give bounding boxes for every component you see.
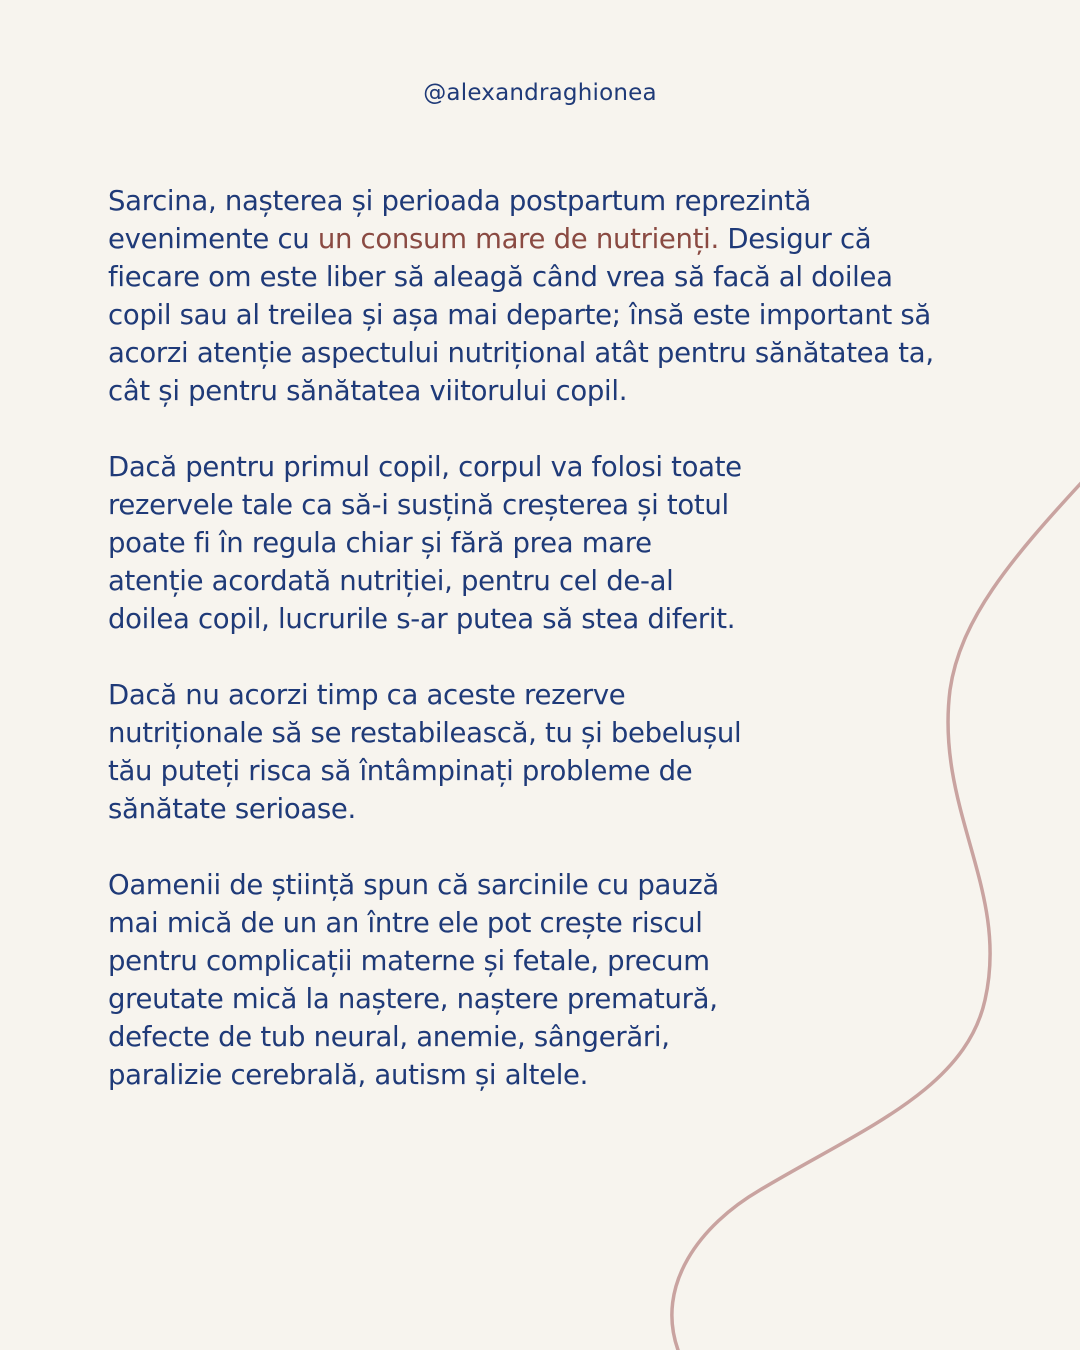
text-segment: Desigur că: [718, 223, 872, 255]
paragraph-2: [108, 448, 968, 638]
text-line: nutriționale să se restabilească, tu și bebelușul: [108, 717, 742, 749]
text-line: tău puteți risca să întâmpinați probleme de: [108, 755, 693, 787]
text-line: rezervele tale ca să-i susțină creșterea și totul: [108, 489, 729, 521]
text-line: fiecare om este liber să aleagă când vrea să facă al doilea: [108, 261, 893, 293]
text-segment: evenimente cu: [108, 223, 318, 255]
article-body: [108, 182, 968, 1132]
paragraph-1: [108, 182, 968, 410]
text-line: atenție acordată nutriției, pentru cel de-al: [108, 565, 674, 597]
text-line: Dacă nu acorzi timp ca aceste rezerve: [108, 679, 626, 711]
text-line: Dacă pentru primul copil, corpul va folosi toate: [108, 451, 742, 483]
text-line: greutate mică la naștere, naștere prematură,: [108, 983, 718, 1015]
text-line: poate fi în regula chiar și fără prea mare: [108, 527, 652, 559]
text-line: Sarcina, nașterea și perioada postpartum reprezintă: [108, 185, 812, 217]
text-line: defecte de tub neural, anemie, sângerări,: [108, 1021, 670, 1053]
text-line: mai mică de un an între ele pot crește riscul: [108, 907, 703, 939]
account-handle: @alexandraghionea: [423, 80, 657, 106]
text-line: cât și pentru sănătatea viitorului copil.: [108, 375, 628, 407]
text-line: pentru complicații materne și fetale, precum: [108, 945, 710, 977]
paragraph-4: [108, 866, 968, 1094]
text-line: sănătate serioase.: [108, 793, 356, 825]
text-line: copil sau al treilea și așa mai departe; însă este important să: [108, 299, 931, 331]
text-line: acorzi atenție aspectului nutrițional atât pentru sănătatea ta,: [108, 337, 934, 369]
text-line-with-highlight: [108, 220, 968, 258]
highlighted-phrase: un consum mare de nutrienți.: [317, 223, 719, 255]
text-line: doilea copil, lucrurile s-ar putea să stea diferit.: [108, 603, 736, 635]
text-line: Oamenii de știință spun că sarcinile cu pauză: [108, 869, 719, 901]
paragraph-3: [108, 676, 968, 828]
text-line: paralizie cerebrală, autism și altele.: [108, 1059, 589, 1091]
